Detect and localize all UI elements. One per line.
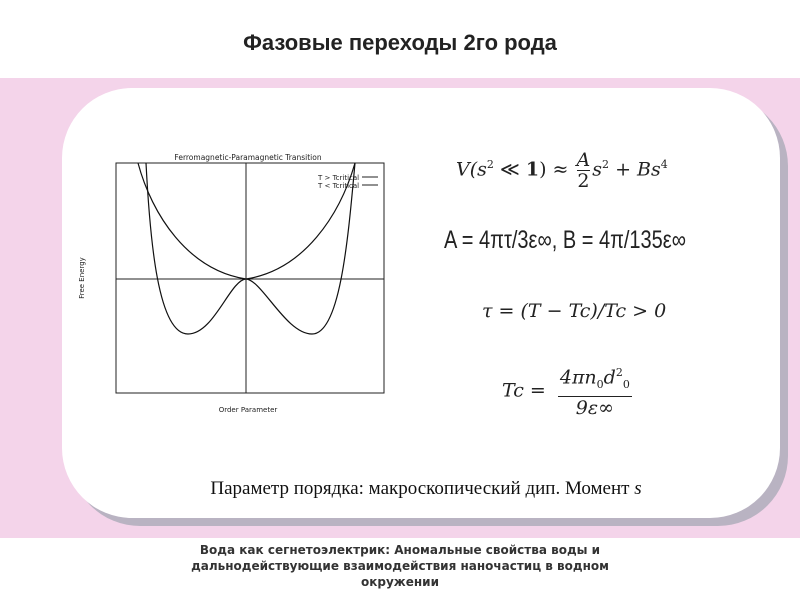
tc-lhs: Tc = [502, 379, 546, 402]
formula-tc [502, 362, 632, 419]
tc-num: 4πn [559, 366, 597, 389]
tc-num-d: d [603, 366, 616, 389]
potential-plus-term: + Bs [609, 158, 661, 181]
potential-s-term: s [592, 158, 603, 181]
potential-num: A [576, 149, 591, 171]
x-axis-label: Order Parameter [218, 406, 278, 414]
tc-num-sub: 0 [596, 378, 604, 392]
potential-den: 2 [577, 170, 590, 192]
slide-title: Фазовые переходы 2го рода [243, 30, 557, 55]
potential-lhs: V(s [456, 158, 487, 181]
potential-one: 1 [525, 158, 540, 181]
caption-symbol: s [634, 478, 642, 499]
formula-coefficients: A = 4πτ/3ε∞, B = 4π/135ε∞ [444, 226, 686, 254]
footer-line-3: окружении [361, 575, 439, 589]
legend-label-below: T < Tcritical [318, 182, 360, 190]
potential-exp2: 2 [486, 158, 494, 172]
potential-ll: ≪ [493, 158, 526, 181]
formula-potential: $V(s^2$ ≪ 1) ≈ $\frac{A}{2}$ $s^2 + Bs^4$ [456, 149, 668, 192]
tc-den: 9ε∞ [575, 397, 614, 420]
chart-title: Ferromagnetic-Paramagnetic Transition [174, 153, 322, 162]
formula-tau: τ = (T − Tc)/Tc > 0 [482, 300, 667, 322]
legend-label-above: T > Tcritical [318, 174, 360, 182]
caption [0, 478, 800, 500]
footer-text [0, 542, 800, 590]
footer-line-2: дальнодействующие взаимодействия наночастиц в водном [191, 559, 609, 573]
potential-exp4: 4 [660, 158, 668, 172]
tc-num-sub2: 0 [622, 378, 630, 392]
tc-num-sup: 2 [615, 366, 623, 379]
footer-line-1: Вода как сегнетоэлектрик: Аномальные свойства воды и [199, 543, 601, 557]
legend [317, 174, 378, 190]
potential-rhs-open: ) ≈ [539, 158, 575, 181]
y-axis-label: Free Energy [78, 257, 86, 299]
caption-text: Параметр порядка: макроскопический дип. Момент [210, 478, 630, 499]
